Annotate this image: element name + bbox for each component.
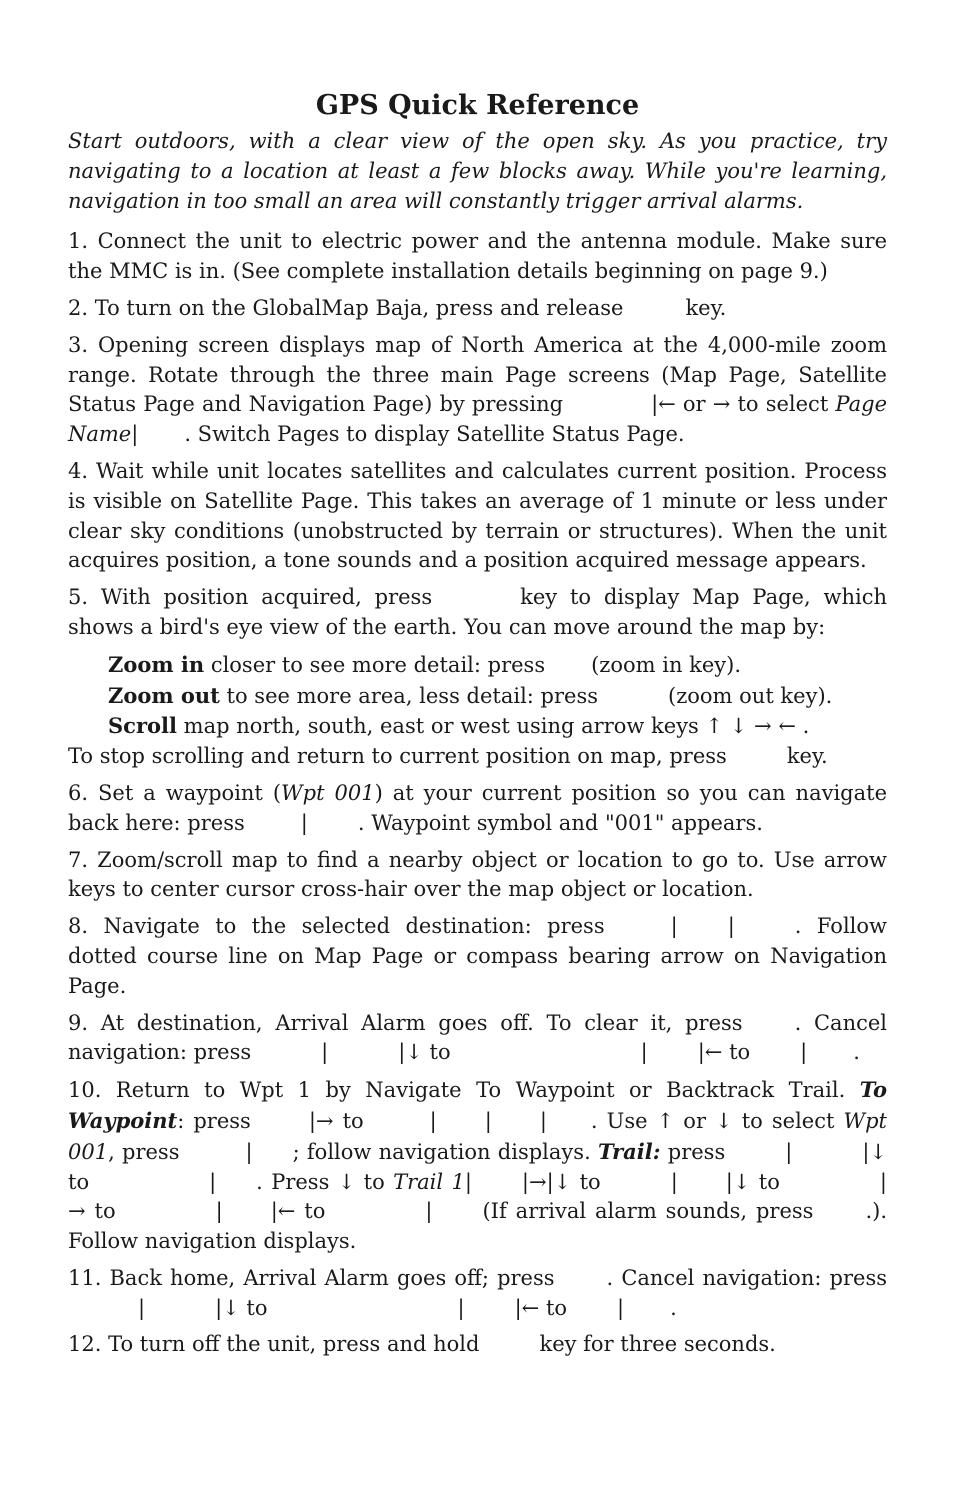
step-6-text: 6. Set a waypoint ( [68, 780, 282, 805]
step-10-sep-4: | [245, 1139, 253, 1164]
step-11-sep-3: | [617, 1295, 625, 1320]
step-3-arrows: |← or → to select [651, 392, 829, 417]
step-1: 1. Connect the unit to electric power and the antenna module. Make sure the MMC is in. (See complete installation details beginning on page 9.) [68, 229, 887, 284]
step-10-sep-7: | [464, 1169, 472, 1194]
step-12-text: 12. To turn off the unit, press and hold [68, 1332, 480, 1357]
step-9-end: . [853, 1040, 860, 1065]
step-10-down-to: |↓ to [68, 1139, 887, 1194]
step-10-sep-2: | [484, 1108, 492, 1133]
step-8-sep-1: | [670, 914, 678, 939]
step-11 [68, 1264, 887, 1324]
step-10-right-down-to: |→|↓ to [521, 1169, 601, 1194]
document-page [68, 88, 887, 1367]
step-11-end: . [670, 1295, 677, 1320]
step-10 [68, 1075, 887, 1257]
step-10-text: 10. Return to Wpt 1 by Navigate To Waypoint or Backtrack Trail. [68, 1078, 846, 1103]
step-10-left-to: |← to [270, 1199, 326, 1224]
step-3-text: 3. Opening screen displays map of North America at the 4,000-mile zoom range. Rotate through the three main Page screens (Map Page, Satellite Status Page and Navigation Page) by pressing [68, 332, 887, 417]
step-7: 7. Zoom/scroll map to find a nearby object or location to go to. Use arrow keys to center cursor cross-hair over the map object or location. [68, 847, 887, 902]
step-10-right-to: |→ to [308, 1108, 364, 1133]
page-title: GPS Quick Reference [315, 90, 640, 121]
step-9 [68, 1009, 887, 1069]
step-9-sep-1: | [321, 1040, 329, 1065]
step-6-text-mid: ) at your current position so you can navigate back here: press [68, 780, 887, 835]
step-8 [68, 912, 887, 1001]
step-10-press-2: , press [108, 1139, 180, 1164]
step-3-sep: | [131, 422, 139, 447]
step-6-sep: | [300, 810, 308, 835]
step-10-waypoint-name: Wpt 001 [68, 1108, 887, 1164]
step-9-sep-2: | [640, 1040, 648, 1065]
step-11-left-to: |← to [514, 1295, 568, 1320]
step-2-text-end: key. [685, 295, 727, 320]
step-6-waypoint-name: Wpt 001 [281, 780, 375, 805]
step-12 [68, 1330, 887, 1360]
zoom-in-text: closer to see more detail: press [210, 652, 546, 677]
step-10-sep-8: | [670, 1169, 678, 1194]
step-9-sep-3: | [800, 1040, 808, 1065]
step-10-sep-5: | [785, 1139, 793, 1164]
step-2-text: 2. To turn on the GlobalMap Baja, press and release [68, 295, 624, 320]
step-11-down-to: |↓ to [215, 1295, 268, 1320]
step-5-text: 5. With position acquired, press [68, 585, 433, 610]
step-6 [68, 779, 887, 839]
stop-scroll-text-end: key. [786, 744, 828, 769]
step-10-if-alarm: (If arrival alarm sounds, press [482, 1199, 814, 1224]
step-8-text: 8. Navigate to the selected destination: press [68, 914, 605, 939]
step-8-text-end: . Follow dotted course line on Map Page or compass bearing arrow on Navigation Page. [68, 914, 888, 998]
scroll-label: Scroll [108, 713, 177, 739]
stop-scroll-line [68, 742, 887, 772]
step-2 [68, 294, 887, 324]
step-9-text-mid: . Cancel navigation: press [68, 1010, 888, 1065]
step-10-sep-9: | [215, 1199, 223, 1224]
intro-paragraph: Start outdoors, with a clear view of the open sky. As you practice, try navigating to a location at least a few blocks away. While you're learning, navigation in too small an area will constantly trigger arrival alarms. [68, 129, 887, 213]
step-8-sep-2: | [727, 914, 735, 939]
step-10-follow: ; follow navigation displays. [292, 1139, 591, 1164]
zoom-in-label: Zoom in [108, 651, 205, 677]
zoom-in-key-text: (zoom in key). [591, 652, 742, 677]
step-5-text-end: key to display Map Page, which shows a bird's eye view of the earth. You can move around the map by: [68, 585, 887, 639]
scroll-text: map north, south, east or west using arrow keys ↑ ↓ → ← . [183, 714, 810, 739]
step-11-sep-2: | [457, 1295, 465, 1320]
step-10-press-3: press [667, 1139, 726, 1164]
step-11-sep-1: | [138, 1295, 146, 1320]
step-3 [68, 331, 887, 450]
step-10-press: : press [177, 1108, 251, 1133]
step-10-to-waypoint: To Waypoint [68, 1077, 887, 1133]
step-10-use-arrows: . Use ↑ or ↓ to select [590, 1108, 835, 1133]
step-12-text-end: key for three seconds. [539, 1332, 776, 1357]
step-5 [68, 583, 887, 643]
step-10-follow-2: .). Follow navigation displays. [68, 1199, 887, 1254]
step-9-down-to: |↓ to [398, 1040, 451, 1065]
step-9-text: 9. At destination, Arrival Alarm goes off. To clear it, press [68, 1010, 743, 1035]
step-10-press-down: . Press ↓ to [256, 1169, 385, 1194]
step-11-text-mid: . Cancel navigation: press [606, 1265, 887, 1290]
step-10-sep-10: | [425, 1199, 433, 1224]
step-10-right-to-2: |→ to [68, 1169, 887, 1224]
zoom-out-line [68, 681, 887, 712]
step-4: 4. Wait while unit locates satellites and calculates current position. Process is visible on Satellite Page. This takes an average of 1 minute or less under clear sky conditions (unobstructed by terrain or structures). When the unit acquires position, a tone sounds and a position acquired message appears. [68, 458, 887, 573]
stop-scroll-text: To stop scrolling and return to current position on map, press [68, 744, 727, 769]
step-9-left-to: |← to [697, 1040, 751, 1065]
step-10-down-to-2: |↓ to [725, 1169, 780, 1194]
step-3-text-end: . Switch Pages to display Satellite Status Page. [184, 422, 685, 447]
step-10-sep-3: | [539, 1108, 547, 1133]
step-10-trail-name: Trail 1 [393, 1169, 465, 1194]
zoom-out-text: to see more area, less detail: press [226, 683, 599, 708]
zoom-in-line [68, 650, 887, 681]
zoom-out-key-text: (zoom out key). [668, 683, 833, 708]
step-10-trail: Trail: [598, 1138, 661, 1164]
step-11-text: 11. Back home, Arrival Alarm goes off; press [68, 1265, 555, 1290]
zoom-out-label: Zoom out [108, 682, 220, 708]
step-3-page-name: Page Name [68, 392, 887, 447]
step-10-sep-6: | [209, 1169, 217, 1194]
scroll-line [68, 711, 887, 742]
step-10-sep-1: | [429, 1108, 437, 1133]
step-6-text-end: . Waypoint symbol and "001" appears. [357, 810, 763, 835]
